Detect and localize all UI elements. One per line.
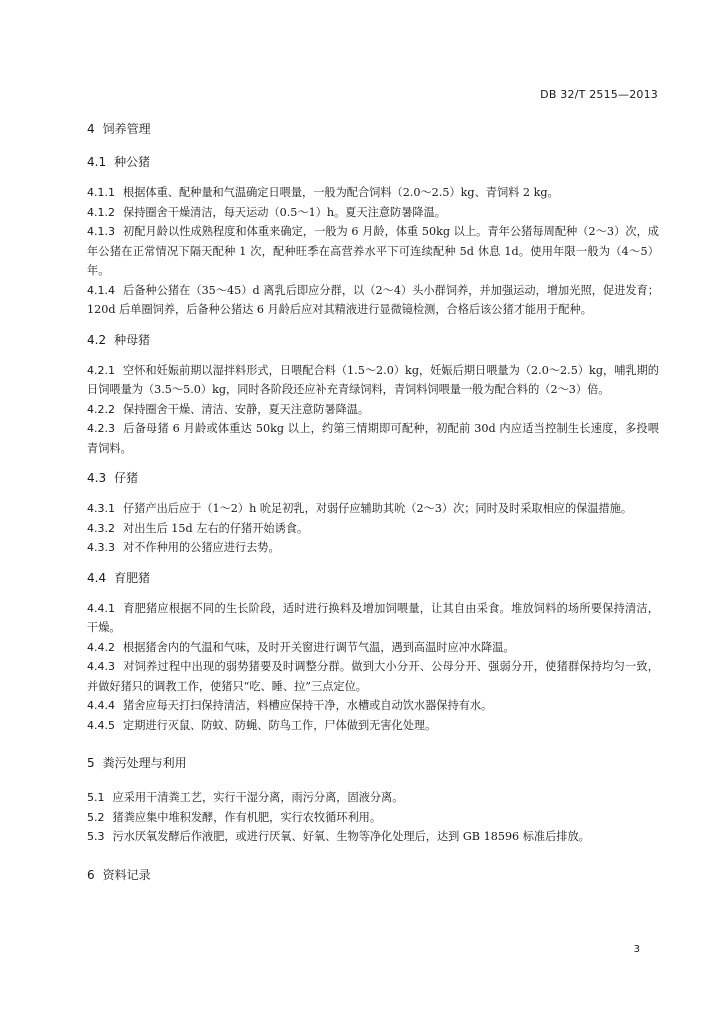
section-title	[87, 154, 659, 171]
section-title-text: 育肥猪	[114, 570, 151, 585]
paragraph-number: 4.2.1	[87, 363, 115, 377]
section-number: 4.3	[87, 471, 107, 485]
paragraph	[87, 183, 659, 203]
chapter-number: 5	[87, 756, 95, 770]
page-number: 3	[633, 944, 640, 955]
document-number: DB 32/T 2515—2013	[540, 88, 658, 101]
paragraph-text: 对不作种用的公猪应进行去势。	[123, 541, 280, 554]
paragraph-text: 猪舍应每天打扫保持清洁，料槽应保持干净，水槽或自动饮水器保持有水。	[123, 699, 493, 712]
paragraph	[87, 281, 659, 320]
paragraph-number: 4.2.2	[87, 402, 115, 416]
paragraph	[87, 788, 659, 808]
paragraph	[87, 696, 659, 716]
paragraph-number: 5.2	[87, 810, 105, 824]
paragraph-text: 应采用干清粪工艺，实行干湿分离，雨污分离，固液分离。	[112, 791, 404, 804]
section-body	[87, 599, 659, 736]
section-body	[87, 361, 659, 459]
section-title	[87, 570, 659, 587]
paragraph	[87, 203, 659, 223]
chapter-number: 6	[87, 867, 95, 882]
chapter-body	[87, 788, 659, 847]
paragraph-number: 4.4.3	[87, 660, 115, 673]
paragraph	[87, 638, 659, 658]
chapter-title-text: 粪污处理与利用	[102, 756, 187, 770]
paragraph-text: 根据体重、配种量和气温确定日喂量，一般为配合饲料（2.0～2.5）kg、青饲料 2 kg。	[123, 186, 559, 199]
paragraph-number: 4.3.2	[87, 521, 115, 535]
paragraph-number: 4.3.1	[87, 502, 115, 515]
paragraph	[87, 499, 659, 519]
paragraph	[87, 222, 659, 281]
paragraph-number: 4.4.5	[87, 718, 115, 732]
paragraph-text: 猪粪应集中堆积发酵，作有机肥，实行农牧循环利用。	[112, 810, 382, 824]
paragraph-text: 对出生后 15d 左右的仔猪开始诱食。	[123, 521, 309, 535]
paragraph	[87, 361, 659, 400]
paragraph	[87, 808, 659, 828]
paragraph-number: 4.4.4	[87, 699, 115, 712]
paragraph-text: 初配月龄以性成熟程度和体重来确定，一般为 6 月龄，体重 50kg 以上。青年公猪每周配种（2～3）次，成年公猪在正常情况下隔天配种 1 次，配种旺季在高营养水平下可连续配种 5d 休息 1d。使用年限一般为（4～5）年。	[87, 225, 659, 277]
paragraph-text: 定期进行灭鼠、防蚊、防蝇、防鸟工作，尸体做到无害化处理。	[123, 718, 437, 732]
section-title-text: 仔猪	[114, 471, 139, 485]
paragraph	[87, 519, 659, 539]
section-title	[87, 470, 659, 487]
paragraph-text: 育肥猪应根据不同的生长阶段，适时进行换料及增加饲喂量，让其自由采食。堆放饲料的场所要保持清洁，干燥。	[87, 601, 659, 634]
chapter-number: 4	[87, 122, 95, 136]
paragraph	[87, 538, 659, 558]
paragraph-number: 4.1.1	[87, 186, 115, 199]
paragraph-text: 根据猪舍内的气温和气味，及时开关窗进行调节气温，遇到高温时应冲水降温。	[123, 640, 515, 654]
paragraph-number: 4.1.2	[87, 205, 115, 219]
paragraph-text: 对饲养过程中出现的弱势猪要及时调整分群。做到大小分开、公母分开、强弱分开，使猪群保持均匀一致，并做好猪只的调教工作，使猪只“吃、睡、拉”三点定位。	[87, 660, 659, 693]
paragraph-number: 4.4.2	[87, 640, 115, 654]
paragraph-number: 5.3	[87, 830, 105, 843]
paragraph-number: 4.4.1	[87, 601, 115, 615]
chapter-title-text: 资料记录	[102, 867, 151, 882]
paragraph-number: 4.1.4	[87, 283, 115, 297]
section-number: 4.2	[87, 332, 107, 347]
chapter-title-text: 饲养管理	[102, 122, 151, 136]
paragraph-text: 空怀和妊娠前期以湿拌料形式，日喂配合料（1.5～2.0）kg，妊娠后期日喂量为（2.0～2.5）kg，哺乳期的日饲喂量为（3.5～5.0）kg，同时各阶段还应补充青绿饲料，青饲料饲喂量一般为配合料的（2～3）倍。	[87, 363, 659, 396]
paragraph-number: 5.1	[87, 791, 105, 804]
paragraph-text: 仔猪产出后应于（1～2）h 吮足初乳，对弱仔应辅助其吮（2～3）次；同时及时采取相应的保温措施。	[123, 502, 633, 515]
paragraph-text: 后备母猪 6 月龄或体重达 50kg 以上，约第三情期即可配种，初配前 30d 内应适当控制生长速度，多投喂青饲料。	[87, 422, 659, 455]
paragraph-text: 污水厌氧发酵后作液肥，或进行厌氧、好氧、生物等净化处理后，达到 GB 18596 标准后排放。	[112, 830, 590, 843]
section-body	[87, 183, 659, 320]
section-title-text: 种公猪	[114, 155, 151, 169]
section-number: 4.1	[87, 155, 107, 169]
paragraph-number: 4.3.3	[87, 541, 115, 554]
paragraph	[87, 400, 659, 420]
section-body	[87, 499, 659, 558]
chapter-title	[87, 867, 659, 884]
paragraph	[87, 827, 659, 847]
section-title	[87, 332, 659, 349]
paragraph-number: 4.2.3	[87, 422, 115, 435]
paragraph-number: 4.1.3	[87, 225, 115, 238]
paragraph	[87, 599, 659, 638]
paragraph-text: 保持圈舍干燥、清洁、安静，夏天注意防暑降温。	[123, 402, 370, 416]
chapter-title	[87, 121, 659, 138]
paragraph	[87, 716, 659, 736]
paragraph	[87, 419, 659, 458]
paragraph-text: 保持圈舍干燥清洁，每天运动（0.5～1）h。夏天注意防暑降温。	[123, 205, 446, 219]
section-number: 4.4	[87, 570, 107, 585]
chapter-title	[87, 755, 659, 772]
paragraph-text: 后备种公猪在（35～45）d 离乳后即应分群，以（2～4）头小群饲养，并加强运动，增加光照，促进发育；120d 后单圈饲养，后备种公猪达 6 月龄后应对其精液进行显微镜检测，合格后该公猪才能用于配种。	[87, 283, 659, 316]
paragraph	[87, 657, 659, 696]
document-body	[87, 121, 659, 900]
section-title-text: 种母猪	[114, 332, 151, 347]
